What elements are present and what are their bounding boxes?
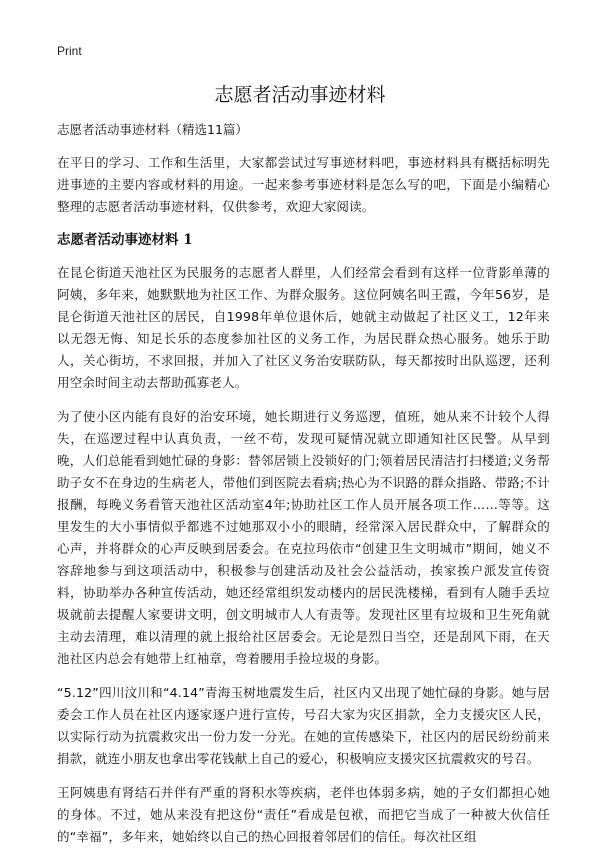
intro-paragraph: 在平日的学习、工作和生活里，大家都尝试过写事迹材料吧，事迹材料具有概括标明先进事迹的主要内容或材料的用途。一起来参考事迹材料是怎么写的吧，下面是小编精心整理的志愿者活动事迹材料，仅供参考，欢迎大家阅读。 (57, 155, 550, 214)
document-body (57, 120, 550, 860)
body-paragraph: “5.12”四川汶川和“4.14”青海玉树地震发生后，社区内又出现了她忙碌的身影。她与居委会工作人员在社区内逐家逐户进行宣传，号召大家为灾区捐款，全力支援灾区人民，以实际行动为抗震救灾出一份力发一分光。在她的宣传感染下，社区内的居民纷纷前来捐款，就连小朋友也拿出零花钱献上自己的爱心，积极响应支援灾区抗震救灾的号召。 (57, 685, 550, 766)
body-paragraph: 为了使小区内能有良好的治安环境，她长期进行义务巡逻，值班，她从来不计较个人得失，在巡逻过程中认真负责，一丝不苟，发现可疑情况就立即通知社区民警。从早到晚，人们总能看到她忙碌的身影：替邻居锁上没锁好的门;领着居民清洁打扫楼道;义务帮助子女不在身边的生病老人，带他们到医院去看病;热心为不识路的群众指路、带路;不计报酬，每晚义务看管天池社区活动室4年;协助社区工作人员开展各项工作……等等。这里发生的大小事情似乎都逃不过她那双小小的眼睛，经常深入居民群众中，了解群众的心声，并将群众的心声反映到居委会。在克拉玛依市“创建卫生文明城市”期间，她义不容辞地参与到这项活动中，积极参与创建活动及社会公益活动，挨家挨户派发宣传资料，协助举办各种宣传活动，她还经常组织发动楼内的居民洗楼梯，看到有人随手丢垃圾就前去提醒人家要讲文明，创文明城市人人有责等。发现社区里有垃圾和卫生死角就主动去清理，难以清理的就上报给社区居委会。无论是烈日当空，还是刮风下雨，在天池社区内总会有她带上红袖章，弯着腰用手捡垃圾的身影。 (57, 409, 550, 666)
section-heading: 志愿者活动事迹材料 1 (57, 232, 193, 248)
body-paragraph: 王阿姨患有肾结石并伴有严重的肾积水等疾病，老伴也体弱多病，她的子女们都担心她的身体。不过，她从来没有把这份“责任”看成是包袱，而把它当成了一种被大伙信任的“幸福”，多年来，她始终以自己的热心回报着邻居们的信任。每次社区组 (57, 785, 550, 844)
body-paragraph: 在昆仑街道天池社区为民服务的志愿者人群里，人们经常会看到有这样一位背影单薄的阿姨，多年来，她默默地为社区工作、为群众服务。这位阿姨名叫王霞，今年56岁，是昆仑街道天池社区的居民，自1998年单位退休后，她就主动做起了社区义工，12年来以无怨无悔、知足长乐的态度参加社区的义务工作，为居民群众热心服务。她乐于助人，关心街坊，不求回报，并加入了社区义务治安联防队，每天都按时出队巡逻，还利用空余时间主动去帮助孤寡老人。 (57, 265, 550, 390)
document-subtitle: 志愿者活动事迹材料（精选11篇） (57, 122, 248, 137)
print-link[interactable]: Print (57, 44, 82, 58)
page-title: 志愿者活动事迹材料 (214, 84, 386, 106)
